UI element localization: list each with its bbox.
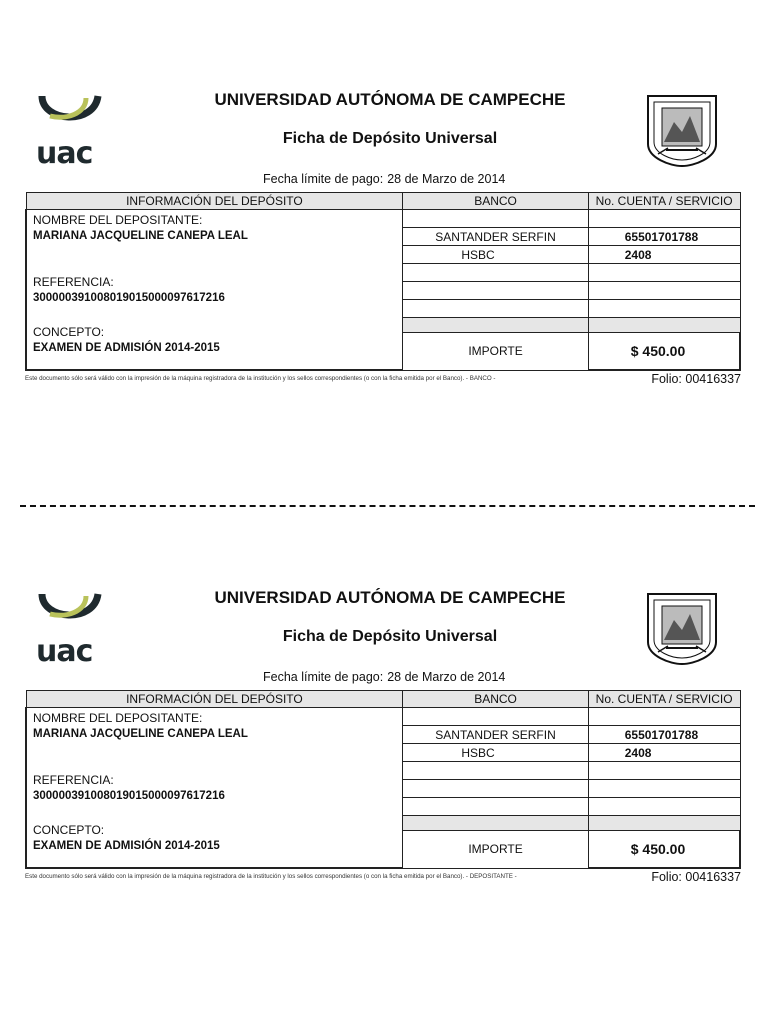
document-title: Ficha de Depósito Universal bbox=[282, 130, 498, 147]
depositor-value: MARIANA JACQUELINE CANEPA LEAL bbox=[33, 728, 248, 740]
university-seal-icon bbox=[644, 590, 720, 666]
validity-footnote: Este documento sólo será válido con la impresión de la máquina registradora de la institución y los sellos correspondientes (o con la ficha emitida por el Banco). - DEPOSITANTE - bbox=[25, 873, 517, 880]
deposit-info-cell bbox=[26, 210, 403, 371]
bank-empty-cell bbox=[403, 264, 588, 282]
account-empty-cell bbox=[588, 708, 740, 726]
account-empty-cell bbox=[588, 210, 740, 228]
header-bank: BANCO bbox=[403, 691, 588, 708]
header-account: No. CUENTA / SERVICIO bbox=[588, 691, 740, 708]
bank-account: 65501701788 bbox=[588, 228, 740, 246]
folio-number: Folio: 00416337 bbox=[651, 870, 741, 884]
reference-label: REFERENCIA: bbox=[33, 773, 114, 787]
header-bank: BANCO bbox=[403, 193, 588, 210]
depositor-value: MARIANA JACQUELINE CANEPA LEAL bbox=[33, 230, 248, 242]
account-gray-cell bbox=[588, 816, 740, 831]
deposit-form-table bbox=[25, 690, 741, 869]
bank-empty-cell bbox=[403, 780, 588, 798]
header-info: INFORMACIÓN DEL DEPÓSITO bbox=[26, 193, 403, 210]
reference-value: 300000391008019015000097617216 bbox=[33, 292, 225, 304]
bank-gray-cell bbox=[403, 318, 588, 333]
university-name: UNIVERSIDAD AUTÓNOMA DE CAMPECHE bbox=[214, 90, 566, 109]
deadline-label: Fecha límite de pago: bbox=[263, 172, 384, 186]
bank-empty-cell bbox=[403, 762, 588, 780]
bank-account: 2408 bbox=[588, 246, 740, 264]
account-empty-cell bbox=[588, 264, 740, 282]
bank-empty-cell bbox=[403, 798, 588, 816]
deposit-slip-depositor-copy bbox=[0, 578, 768, 884]
university-seal-icon bbox=[644, 92, 720, 168]
account-empty-cell bbox=[588, 762, 740, 780]
depositor-label: NOMBRE DEL DEPOSITANTE: bbox=[33, 711, 203, 725]
deadline-value: 28 de Marzo de 2014 bbox=[387, 172, 506, 186]
account-empty-cell bbox=[588, 798, 740, 816]
reference-label: REFERENCIA: bbox=[33, 275, 114, 289]
document-title: Ficha de Depósito Universal bbox=[282, 628, 498, 645]
bank-account: 2408 bbox=[588, 744, 740, 762]
university-name: UNIVERSIDAD AUTÓNOMA DE CAMPECHE bbox=[214, 588, 566, 607]
bank-name: HSBC bbox=[403, 744, 588, 762]
bank-empty-cell bbox=[403, 282, 588, 300]
bank-empty-cell bbox=[403, 210, 588, 228]
bank-name: SANTANDER SERFIN bbox=[403, 726, 588, 744]
account-empty-cell bbox=[588, 300, 740, 318]
payment-deadline bbox=[263, 172, 505, 186]
payment-deadline bbox=[263, 670, 505, 684]
concept-value: EXAMEN DE ADMISIÓN 2014-2015 bbox=[33, 840, 220, 852]
deadline-value: 28 de Marzo de 2014 bbox=[387, 670, 506, 684]
bank-gray-cell bbox=[403, 816, 588, 831]
header-info: INFORMACIÓN DEL DEPÓSITO bbox=[26, 691, 403, 708]
logo-text: uac bbox=[36, 634, 93, 669]
header-account: No. CUENTA / SERVICIO bbox=[588, 193, 740, 210]
bank-account: 65501701788 bbox=[588, 726, 740, 744]
reference-value: 300000391008019015000097617216 bbox=[33, 790, 225, 802]
deposit-slip-bank-copy bbox=[0, 80, 768, 386]
concept-label: CONCEPTO: bbox=[33, 823, 105, 837]
deadline-label: Fecha límite de pago: bbox=[263, 670, 384, 684]
cut-line bbox=[20, 505, 755, 507]
account-gray-cell bbox=[588, 318, 740, 333]
logo-text: uac bbox=[36, 136, 93, 171]
amount-label: IMPORTE bbox=[403, 333, 588, 371]
deposit-form-table bbox=[25, 192, 741, 371]
bank-empty-cell bbox=[403, 300, 588, 318]
bank-empty-cell bbox=[403, 708, 588, 726]
amount-label: IMPORTE bbox=[403, 831, 588, 869]
deposit-info-cell bbox=[26, 708, 403, 869]
depositor-label: NOMBRE DEL DEPOSITANTE: bbox=[33, 213, 203, 227]
bank-name: HSBC bbox=[403, 246, 588, 264]
bank-name: SANTANDER SERFIN bbox=[403, 228, 588, 246]
concept-value: EXAMEN DE ADMISIÓN 2014-2015 bbox=[33, 342, 220, 354]
amount-value: $ 450.00 bbox=[588, 831, 740, 869]
amount-value: $ 450.00 bbox=[588, 333, 740, 371]
folio-number: Folio: 00416337 bbox=[651, 372, 741, 386]
account-empty-cell bbox=[588, 780, 740, 798]
validity-footnote: Este documento sólo será válido con la impresión de la máquina registradora de la institución y los sellos correspondientes (o con la ficha emitida por el Banco). - BANCO - bbox=[25, 375, 496, 382]
concept-label: CONCEPTO: bbox=[33, 325, 105, 339]
account-empty-cell bbox=[588, 282, 740, 300]
